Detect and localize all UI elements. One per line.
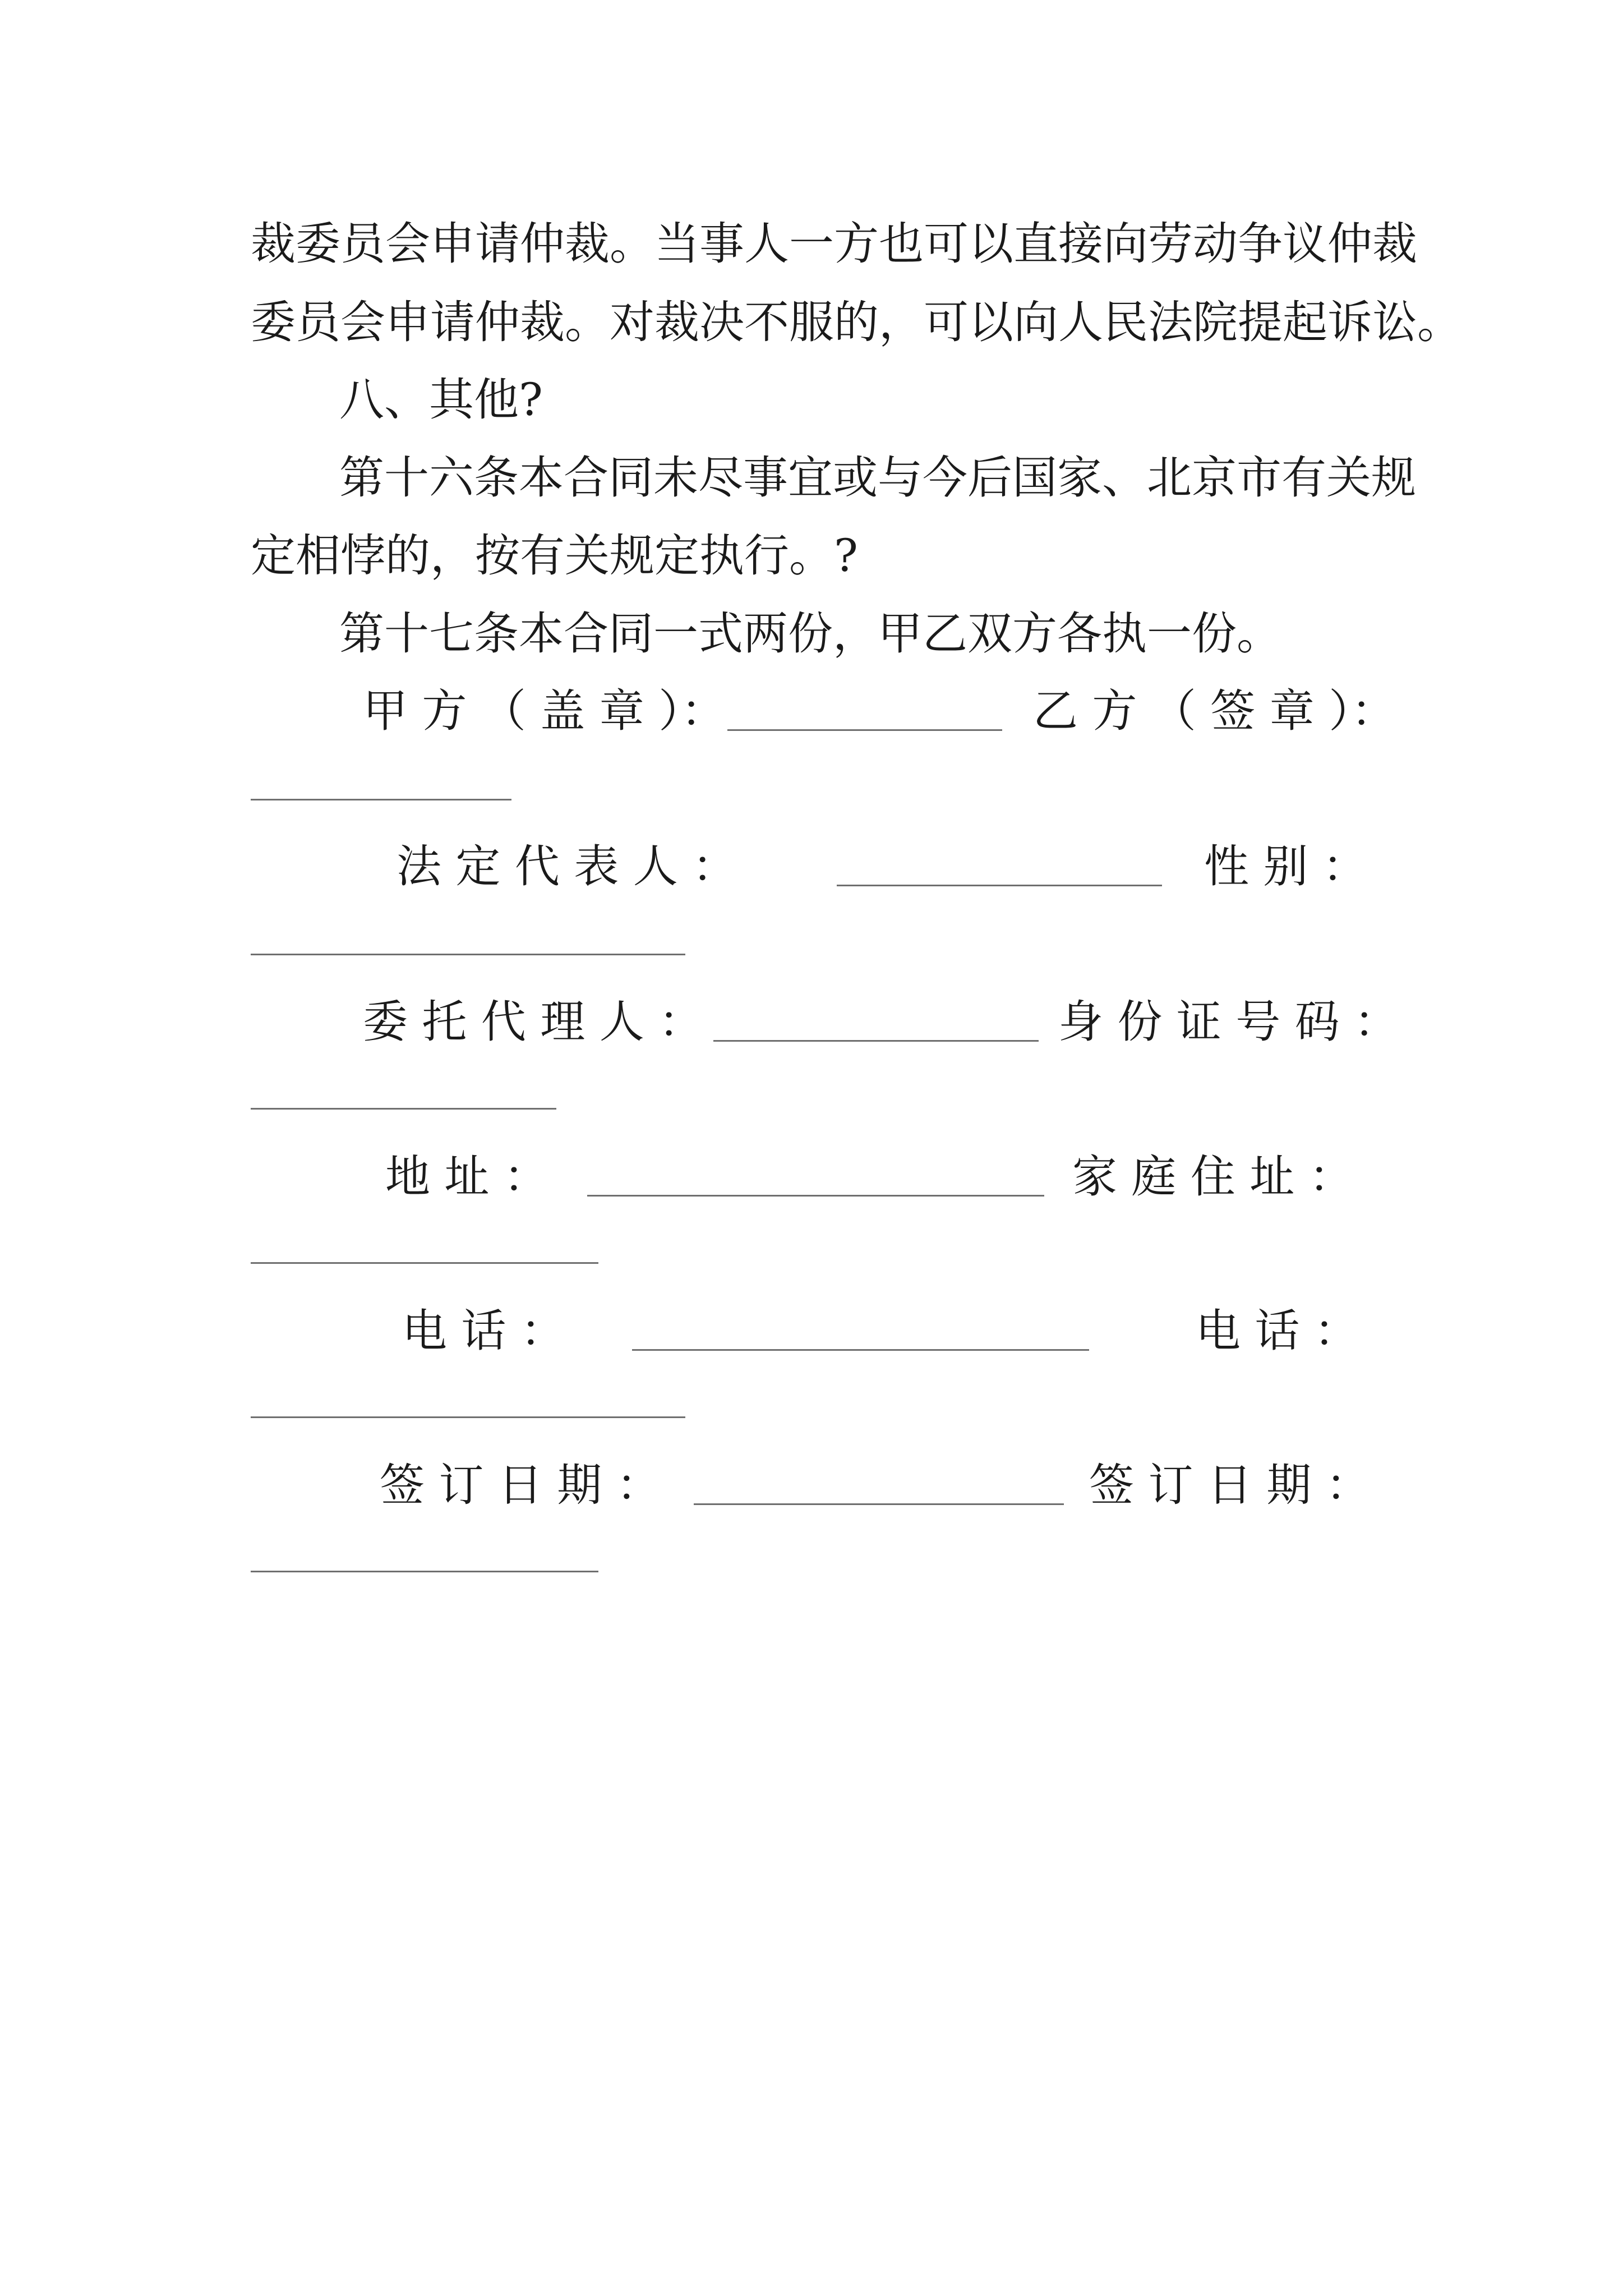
paragraph-line-1: 裁委员会申请仲裁。当事人一方也可以直接向劳动争议仲裁: [251, 218, 1417, 270]
legal-rep-label: 法 定 代 表 人 ：: [396, 840, 737, 892]
article-17: 第十七条本合同一式两份，甲乙双方各执一份。: [339, 608, 1281, 660]
legal-rep-blank[interactable]: [837, 885, 1162, 886]
signature-row-date: [251, 1457, 1381, 1513]
address-label: 地 址 ：: [385, 1151, 548, 1203]
agent-blank[interactable]: [713, 1040, 1039, 1042]
section-heading: 八、其他?: [339, 374, 543, 426]
signature-row-address: [251, 1149, 1381, 1205]
signature-row-agent: [251, 994, 1399, 1050]
article-16-line-1: 第十六条本合同未尽事宜或与今后国家、北京市有关规: [339, 452, 1416, 504]
phone-b-blank[interactable]: [251, 1416, 685, 1418]
party-b-sign-blank[interactable]: [251, 799, 511, 800]
home-address-label: 家 庭 住 址 ：: [1072, 1151, 1354, 1203]
date-a-blank[interactable]: [694, 1503, 1064, 1505]
gender-label: 性 别 ：: [1204, 840, 1367, 892]
id-number-blank[interactable]: [251, 1108, 556, 1110]
date-a-label: 签 订 日 期 ：: [380, 1459, 661, 1511]
party-a-seal-blank[interactable]: [727, 729, 1002, 731]
article-16-line-2: 定相悖的，按有关规定执行。?: [251, 530, 858, 582]
phone-a-blank[interactable]: [632, 1349, 1089, 1351]
date-b-label: 签 订 日 期 ：: [1089, 1459, 1371, 1511]
address-blank[interactable]: [587, 1195, 1044, 1197]
party-b-sign-label: 乙 方 （ 签 章 ）：: [1033, 685, 1396, 737]
party-a-seal-label: 甲 方 （ 盖 章 ）：: [363, 685, 726, 737]
signature-row-legal-rep: [251, 839, 1381, 895]
date-b-blank[interactable]: [251, 1571, 598, 1572]
home-address-blank[interactable]: [251, 1262, 598, 1264]
paragraph-line-2: 委员会申请仲裁。对裁决不服的，可以向人民法院提起诉讼。: [251, 296, 1462, 348]
gender-blank[interactable]: [251, 954, 685, 955]
signature-row-phone: [251, 1303, 1381, 1359]
id-number-label: 身 份 证 号 码 ：: [1058, 996, 1399, 1048]
phone-a-label: 电 话 ：: [402, 1305, 565, 1357]
agent-label: 委 托 代 理 人 ：: [363, 996, 704, 1048]
phone-b-label: 电 话 ：: [1196, 1305, 1359, 1357]
signature-row-party: [251, 683, 1396, 739]
